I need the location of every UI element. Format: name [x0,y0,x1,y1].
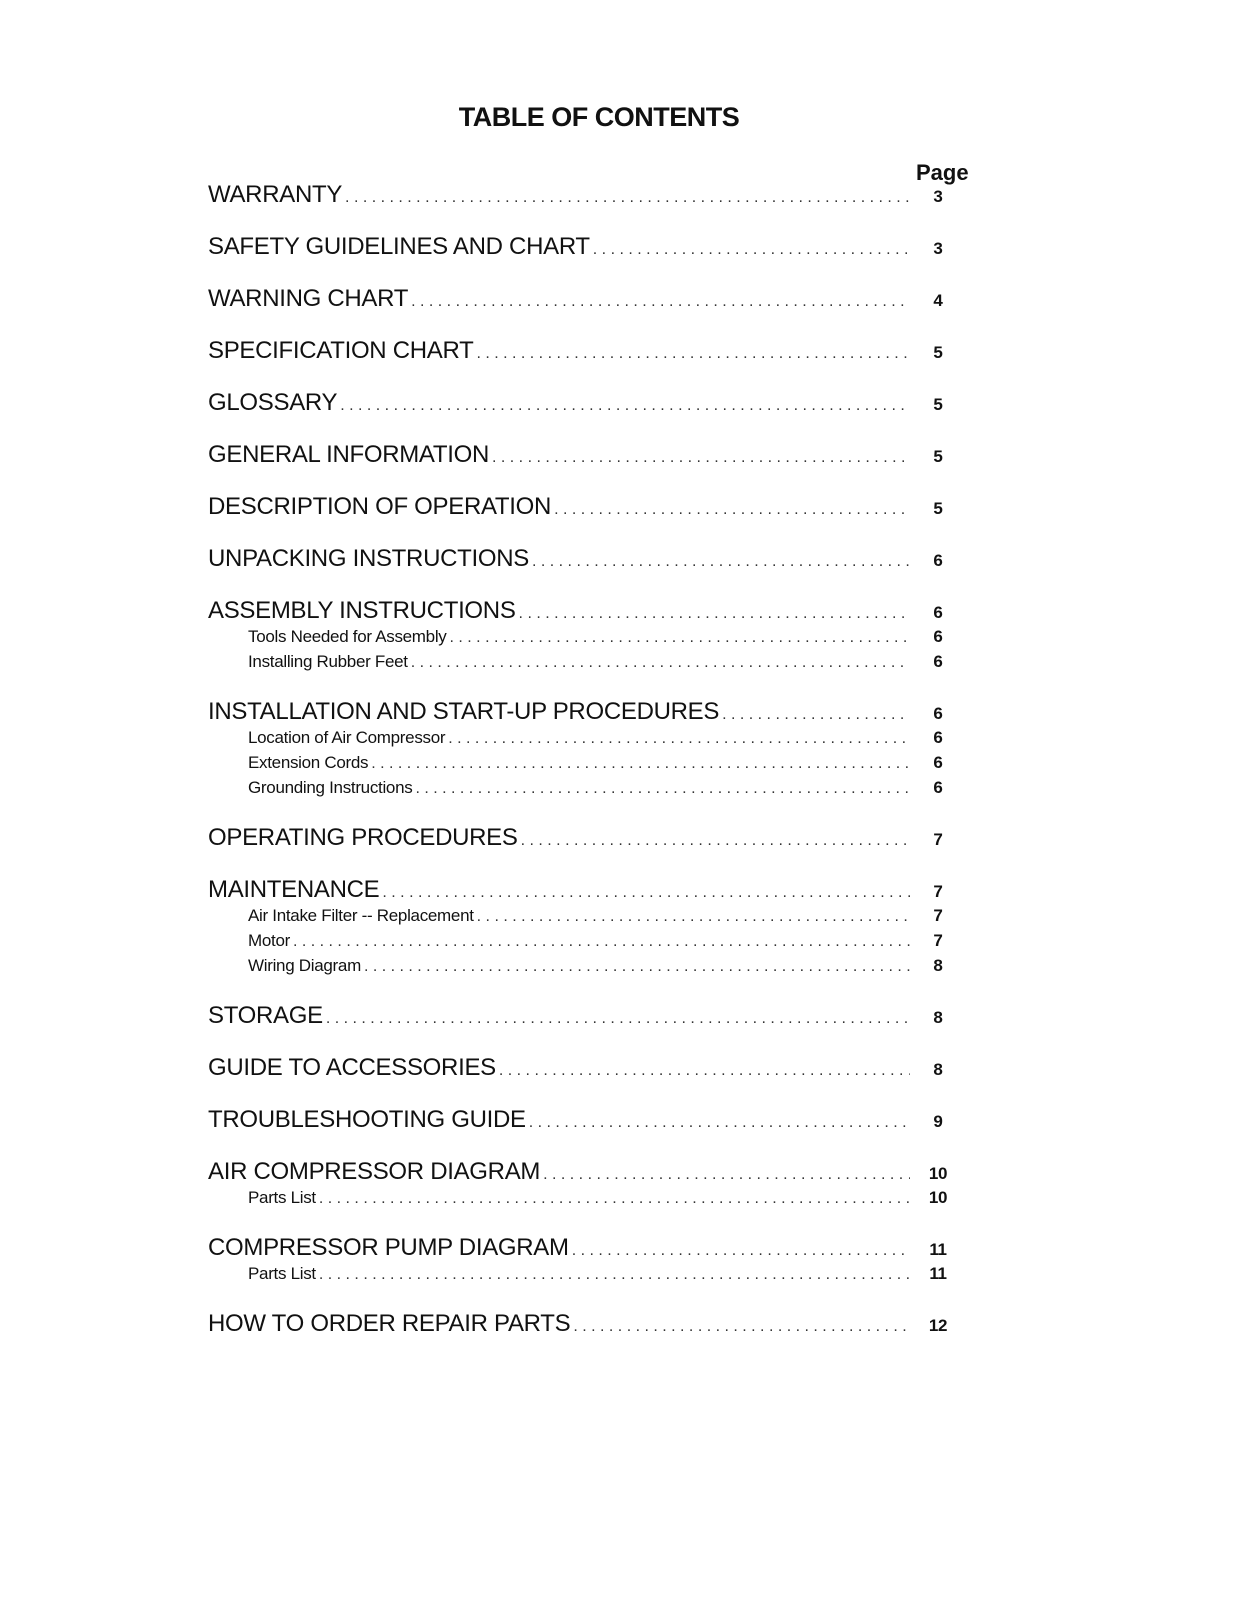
toc-entry-page-number: 7 [933,830,943,849]
toc-section [208,875,960,1001]
toc-section [208,596,960,697]
toc-entry-page-number: 11 [929,1240,947,1259]
toc-entry-page-number: 6 [933,704,943,723]
toc-entry-page-number: 5 [933,343,943,362]
toc-entry-label: SAFETY GUIDELINES AND CHART [208,233,590,260]
toc-section [208,1157,960,1233]
toc-entry-label: SPECIFICATION CHART [208,337,474,364]
toc-section [208,697,960,823]
toc-entry [208,1157,960,1187]
toc-sub-entry-page-number: 7 [933,931,943,950]
toc-section [208,388,960,440]
toc-entry-page-number: 9 [933,1112,943,1131]
dot-leader [448,728,910,750]
toc-entry [208,1001,960,1053]
toc-entry [208,388,960,440]
toc-entry [208,440,960,492]
toc-sub-entry-label: Air Intake Filter -- Replacement [248,906,474,925]
dot-leader [450,627,911,649]
dot-leader [529,1108,910,1138]
toc-entry [208,180,960,232]
toc-entry [208,284,960,336]
toc-sub-entry-page-number: 6 [933,627,943,646]
toc-entry [208,492,960,544]
toc-sub-entry-label: Parts List [248,1264,316,1283]
toc-entry [208,1233,960,1263]
toc-entry-page-number: 5 [933,395,943,414]
toc-sub-entry [208,777,960,823]
toc-entry [208,1105,960,1157]
toc-entry [208,596,960,626]
table-of-contents [208,180,960,1361]
toc-entry-label: STORAGE [208,1002,323,1029]
toc-entry-page-number: 8 [933,1060,943,1079]
toc-sub-entry-page-number: 11 [929,1264,947,1283]
toc-sub-entry [208,727,960,752]
toc-entry-page-number: 8 [933,1008,943,1027]
toc-sub-entry-page-number: 8 [933,956,943,975]
toc-entry-page-number: 3 [933,239,943,258]
toc-entry [208,336,960,388]
dot-leader [532,547,910,577]
dot-leader [364,956,910,978]
toc-entry [208,1053,960,1105]
toc-section [208,232,960,284]
toc-entry-page-number: 5 [933,499,943,518]
toc-entry [208,823,960,875]
toc-sub-entry [208,752,960,777]
toc-sub-entry-label: Extension Cords [248,753,369,772]
toc-sub-entry [208,930,960,955]
page-title: TABLE OF CONTENTS [458,102,740,132]
toc-entry-label: DESCRIPTION OF OPERATION [208,493,552,520]
dot-leader [554,495,910,525]
toc-entry-label: MAINTENANCE [208,876,380,903]
dot-leader [319,1264,910,1286]
toc-entry-label: UNPACKING INSTRUCTIONS [208,545,529,572]
dot-leader [573,1312,910,1342]
dot-leader [499,1056,910,1086]
dot-leader [345,183,910,213]
toc-entry-page-number: 5 [933,447,943,466]
dot-leader [382,878,910,908]
toc-entry-page-number: 7 [933,882,943,901]
toc-entry-label: TROUBLESHOOTING GUIDE [208,1106,526,1133]
toc-entry [208,697,960,727]
dot-leader [593,235,910,265]
toc-sub-entry-page-number: 7 [933,906,943,925]
toc-entry-label: GUIDE TO ACCESSORIES [208,1054,496,1081]
toc-entry [208,232,960,284]
toc-section [208,440,960,492]
dot-leader [371,753,910,775]
toc-entry-label: INSTALLATION AND START-UP PROCEDURES [208,698,720,725]
toc-sub-entry-label: Tools Needed for Assembly [248,627,447,646]
toc-entry-label: ASSEMBLY INSTRUCTIONS [208,597,516,624]
toc-section [208,1105,960,1157]
dot-leader [411,287,910,317]
dot-leader [476,339,910,369]
toc-entry [208,544,960,596]
toc-sub-entry [208,905,960,930]
toc-entry-label: COMPRESSOR PUMP DIAGRAM [208,1234,569,1261]
toc-entry-page-number: 6 [933,603,943,622]
toc-entry-label: OPERATING PROCEDURES [208,824,518,851]
toc-sub-entry-page-number: 6 [933,652,943,671]
toc-entry-label: AIR COMPRESSOR DIAGRAM [208,1158,541,1185]
dot-leader [521,826,910,856]
toc-sub-entry [208,626,960,651]
dot-leader [326,1004,910,1034]
toc-sub-entry-label: Wiring Diagram [248,956,361,975]
toc-section [208,1233,960,1309]
dot-leader [293,931,910,953]
toc-section [208,180,960,232]
toc-section [208,284,960,336]
toc-entry-label: GLOSSARY [208,389,338,416]
toc-sub-entry-page-number: 10 [928,1188,948,1207]
toc-sub-entry-label: Location of Air Compressor [248,728,446,747]
toc-entry-label: WARNING CHART [208,285,409,312]
toc-entry-page-number: 10 [928,1164,948,1183]
toc-entry [208,875,960,905]
dot-leader [319,1188,910,1210]
toc-sub-entry-page-number: 6 [933,728,943,747]
toc-sub-entry [208,1263,960,1309]
page-column-header: Page [916,160,969,185]
dot-leader [572,1236,910,1266]
toc-sub-entry [208,1187,960,1233]
toc-entry-label: WARRANTY [208,181,343,208]
toc-entry-page-number: 12 [928,1316,948,1335]
toc-entry-page-number: 3 [933,187,943,206]
toc-sub-entry-label: Grounding Instructions [248,778,413,797]
dot-leader [477,906,910,928]
toc-section [208,492,960,544]
toc-sub-entry-label: Motor [248,931,290,950]
dot-leader [411,652,910,674]
toc-sub-entry [208,955,960,1001]
toc-section [208,544,960,596]
toc-section [208,823,960,875]
toc-sub-entry-label: Installing Rubber Feet [248,652,408,671]
toc-section [208,1001,960,1053]
toc-entry [208,1309,960,1361]
toc-sub-entry [208,651,960,697]
toc-section [208,336,960,388]
toc-sub-entry-page-number: 6 [933,753,943,772]
toc-entry-page-number: 6 [933,551,943,570]
dot-leader [340,391,910,421]
dot-leader [543,1160,910,1190]
toc-sub-entry-label: Parts List [248,1188,316,1207]
dot-leader [519,599,910,629]
toc-entry-label: HOW TO ORDER REPAIR PARTS [208,1310,571,1337]
toc-sub-entry-page-number: 6 [933,778,943,797]
toc-section [208,1053,960,1105]
toc-entry-label: GENERAL INFORMATION [208,441,489,468]
dot-leader [722,700,910,730]
toc-entry-page-number: 4 [933,291,943,310]
toc-section [208,1309,960,1361]
dot-leader [415,778,910,800]
dot-leader [492,443,910,473]
